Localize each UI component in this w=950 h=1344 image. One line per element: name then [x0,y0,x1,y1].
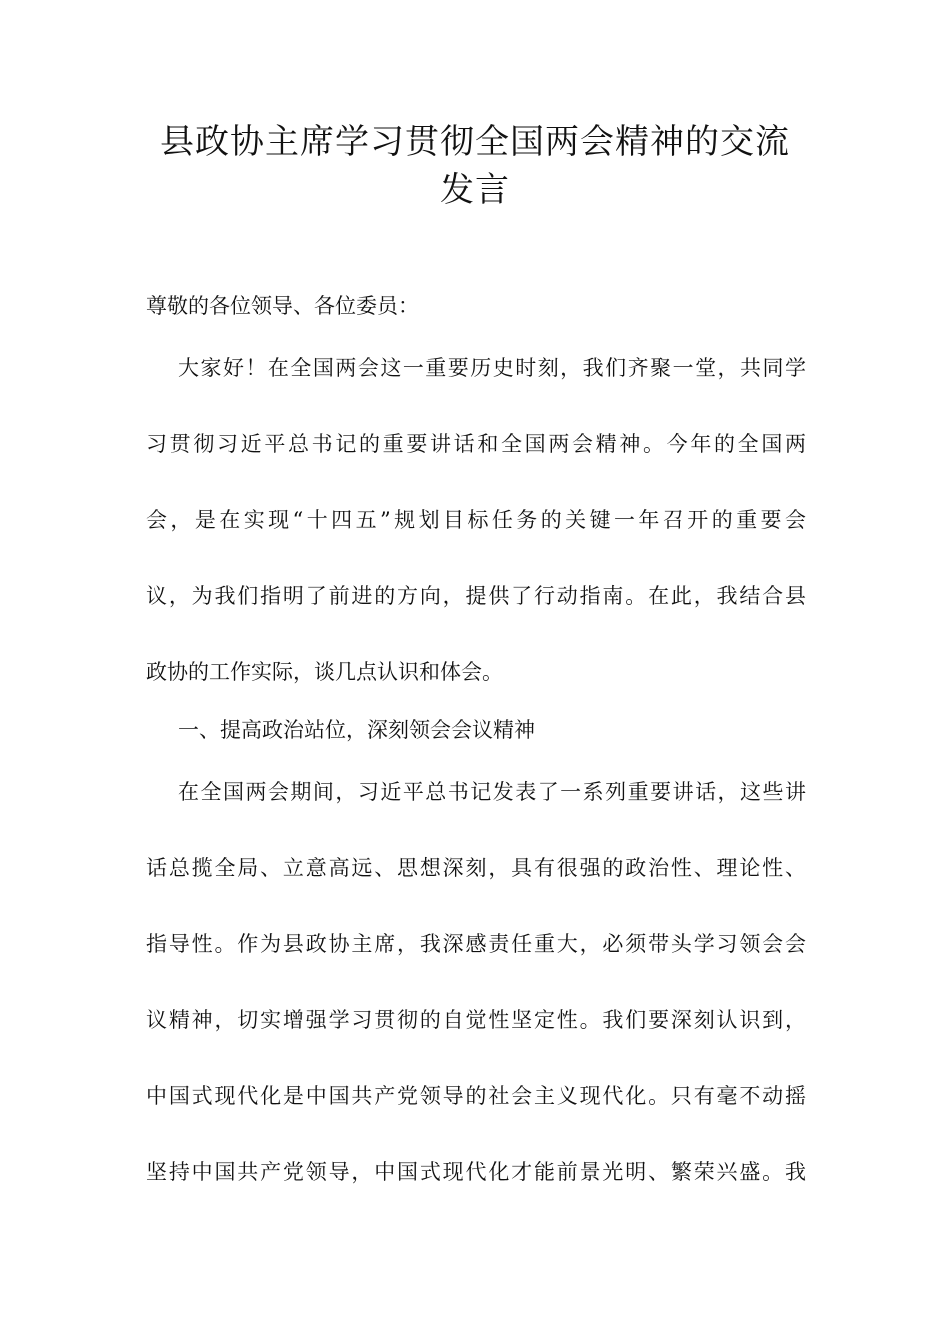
paragraph-2-line-2: 话总揽全局、立意高远、思想深刻，具有很强的政治性、理论性、 [146,856,806,880]
paragraph-1-line-2: 习贯彻习近平总书记的重要讲话和全国两会精神。今年的全国两 [146,432,806,456]
paragraph-2-line-1: 在全国两会期间，习近平总书记发表了一系列重要讲话，这些讲 [178,780,806,804]
section-1-heading: 一、提高政治站位，深刻领会会议精神 [178,718,535,742]
salutation: 尊敬的各位领导、各位委员： [146,294,419,318]
paragraph-1-line-5: 政协的工作实际，谈几点认识和体会。 [146,660,503,684]
paragraph-2-line-3: 指导性。作为县政协主席，我深感责任重大，必须带头学习领会会 [146,932,806,956]
paragraph-2-line-5: 中国式现代化是中国共产党领导的社会主义现代化。只有毫不动摇 [146,1084,806,1108]
paragraph-1-line-4: 议，为我们指明了前进的方向，提供了行动指南。在此，我结合县 [146,584,806,608]
paragraph-2-line-4: 议精神，切实增强学习贯彻的自觉性坚定性。我们要深刻认识到， [146,1008,806,1032]
title-line-2: 发言 [440,170,510,210]
document-title [0,118,950,214]
paragraph-1-line-1: 大家好！在全国两会这一重要历史时刻，我们齐聚一堂，共同学 [178,356,806,380]
paragraph-2-line-6: 坚持中国共产党领导，中国式现代化才能前景光明、繁荣兴盛。我 [146,1160,806,1184]
paragraph-1-line-3: 会，是在实现“十四五”规划目标任务的关键一年召开的重要会 [146,508,806,532]
title-line-1: 县政协主席学习贯彻全国两会精神的交流 [160,122,790,162]
